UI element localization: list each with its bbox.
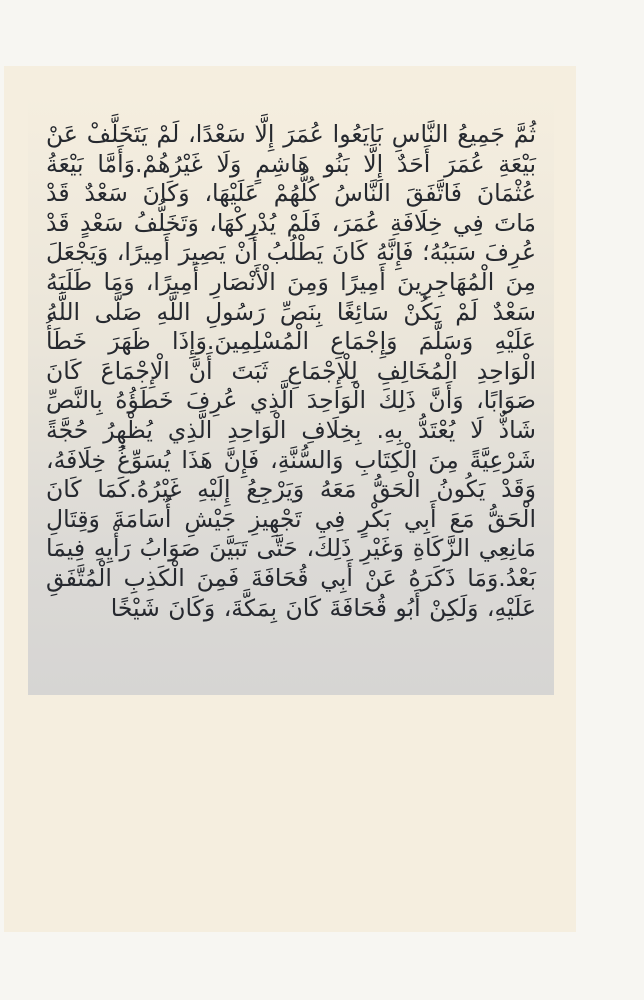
body-paragraph: ثُمَّ جَمِيعُ النَّاسِ بَايَعُوا عُمَرَ إِلَّا سَعْدًا، لَمْ يَتَخَلَّفْ عَنْ بَيْعَةِ عُمَرَ أَحَدٌ إِلَّا بَنُو هَاشِمٍ وَلَا غَيْرُهُمْ.وَأَمَّا بَيْعَةُ عُثْمَانَ فَاتَّفَقَ النَّاسُ كُلُّهُمْ عَلَيْهَا، وَكَانَ سَعْدٌ قَدْ مَاتَ فِي خِلَافَةِ عُمَرَ، فَلَمْ يُدْرِكْهَا، وَتَخَلُّفُ سَعْدٍ قَدْ عُرِفَ سَبَبُهُ؛ فَإِنَّهُ كَانَ يَطْلُبُ أَنْ يَصِيرَ أَمِيرًا، وَيَجْعَلَ مِنَ الْمُهَاجِرِينَ أَمِيرًا وَمِنَ الْأَنْصَارِ أَمِيرًا، وَمَا طَلَبَهُ سَعْدٌ لَمْ يَكُنْ سَائِغًا بِنَصِّ رَسُولِ اللَّهِ صَلَّى اللَّهُ عَلَيْهِ وَسَلَّمَ وَإِجْمَاعِ الْمُسْلِمِينَ.وَإِذَا ظَهَرَ خَطَأُ الْوَاحِدِ الْمُخَالِفِ لِلْإِجْمَاعِ ثَبَتَ أَنَّ الْإِجْمَاعَ كَانَ صَوَابًا، وَأَنَّ ذَلِكَ الْوَاحِدَ الَّذِي عُرِفَ خَطَؤُهُ بِالنَّصِّ شَاذٌّ لَا يُعْتَدُّ بِهِ. بِخِلَافِ الْوَاحِدِ الَّذِي يُظْهِرُ حُجَّةً شَرْعِيَّةً مِنَ الْكِتَابِ وَالسُّنَّةِ، فَإِنَّ هَذَا يُسَوِّغُ خِلَافَهُ، وَقَدْ يَكُونُ الْحَقُّ مَعَهُ وَيَرْجِعُ إِلَيْهِ غَيْرُهُ.كَمَا كَانَ الْحَقُّ مَعَ أَبِي بَكْرٍ فِي تَجْهِيزِ جَيْشِ أُسَامَةَ وَقِتَالِ مَانِعِي الزَّكَاةِ وَغَيْرِ ذَلِكَ، حَتَّى تَبَيَّنَ صَوَابُ رَأْيِهِ فِيمَا بَعْدُ.وَمَا ذَكَرَهُ عَنْ أَبِي قُحَافَةَ فَمِنَ الْكَذِبِ الْمُتَّفَقِ عَلَيْهِ، وَلَكِنْ أَبُو قُحَافَةَ كَانَ بِمَكَّةَ، وَكَانَ شَيْخًا xyxy=(46,120,536,622)
text-block xyxy=(28,94,554,695)
document-page xyxy=(4,66,576,932)
